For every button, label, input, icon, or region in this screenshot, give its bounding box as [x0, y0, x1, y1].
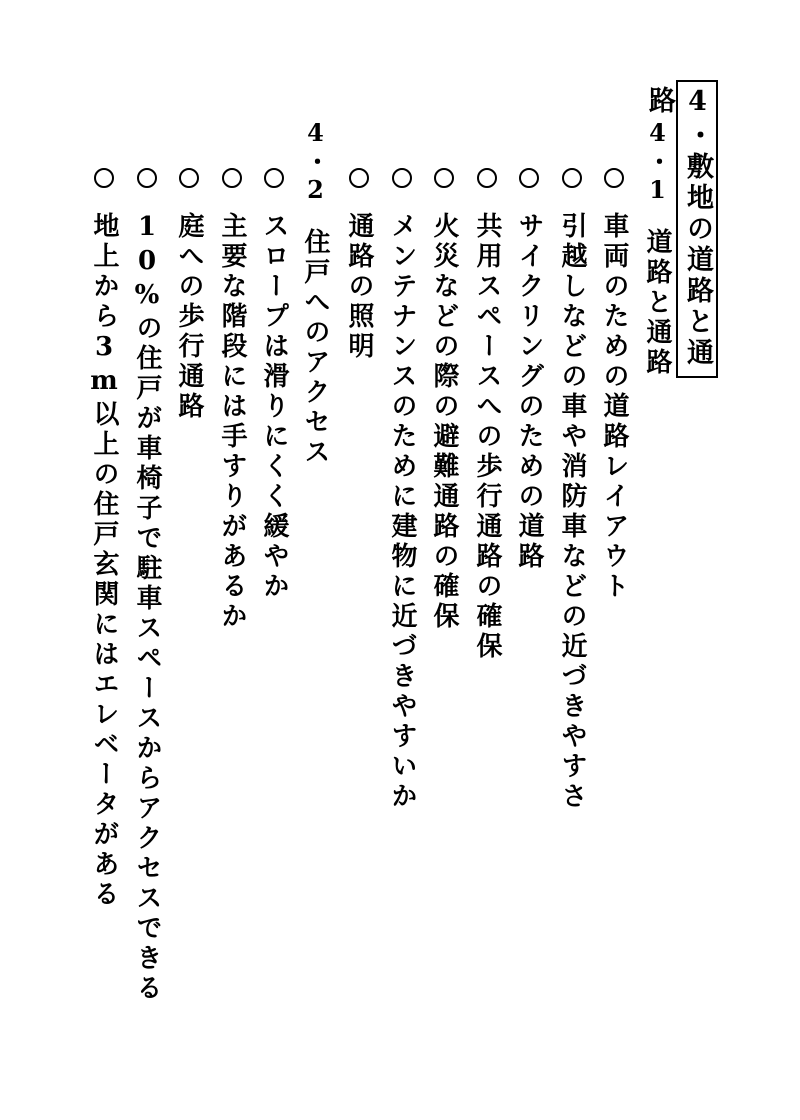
list-item — [427, 168, 461, 632]
list-item — [257, 168, 291, 602]
list-item-text: メンテナンスのために建物に近づきやすいか — [387, 212, 417, 812]
list-item-text: 引越しなどの車や消防車などの近づきやすさ — [557, 212, 587, 812]
circle-bullet-icon — [179, 168, 199, 188]
list-item-text: 10%の住戸が車椅子で駐車スペースからアクセスできる — [132, 212, 162, 1004]
list-item — [215, 168, 249, 632]
list-item — [597, 168, 631, 602]
list-item — [130, 168, 164, 1004]
circle-bullet-icon — [604, 168, 624, 188]
list-item — [172, 168, 206, 422]
list-item-text: サイクリングのための道路 — [514, 212, 544, 572]
list-item — [555, 168, 589, 812]
section-heading-4-2 — [298, 118, 332, 468]
list-item-text: 地上から3m以上の住戸玄関にはエレベータがある — [89, 212, 119, 910]
section-label: 道路と通路 — [642, 228, 672, 378]
circle-bullet-icon — [434, 168, 454, 188]
list-item-text: 通路の照明 — [344, 212, 374, 362]
circle-bullet-icon — [392, 168, 412, 188]
list-item — [470, 168, 504, 662]
list-item-text: 車両のための道路レイアウト — [599, 212, 629, 602]
circle-bullet-icon — [519, 168, 539, 188]
list-item — [87, 168, 121, 910]
circle-bullet-icon — [477, 168, 497, 188]
circle-bullet-icon — [349, 168, 369, 188]
list-item — [342, 168, 376, 362]
circle-bullet-icon — [137, 168, 157, 188]
circle-bullet-icon — [222, 168, 242, 188]
section-label: 住戸へのアクセス — [300, 228, 330, 468]
circle-bullet-icon — [264, 168, 284, 188]
list-item-text: 共用スペースへの歩行通路の確保 — [472, 212, 502, 662]
list-item-text: 火災などの際の避難通路の確保 — [429, 212, 459, 632]
circle-bullet-icon — [562, 168, 582, 188]
list-item — [385, 168, 419, 812]
section-heading-4-1 — [640, 118, 674, 378]
circle-bullet-icon — [94, 168, 114, 188]
section-number: 4・1 — [643, 118, 672, 206]
list-item-text: スロープは滑りにくく緩やか — [259, 212, 289, 602]
list-item-text: 主要な階段には手すりがあるか — [217, 212, 247, 632]
section-number: 4・2 — [301, 118, 330, 206]
chapter-title: 4・敷地の道路と通路 — [676, 80, 718, 378]
list-item-text: 庭への歩行通路 — [174, 212, 204, 422]
list-item — [512, 168, 546, 572]
